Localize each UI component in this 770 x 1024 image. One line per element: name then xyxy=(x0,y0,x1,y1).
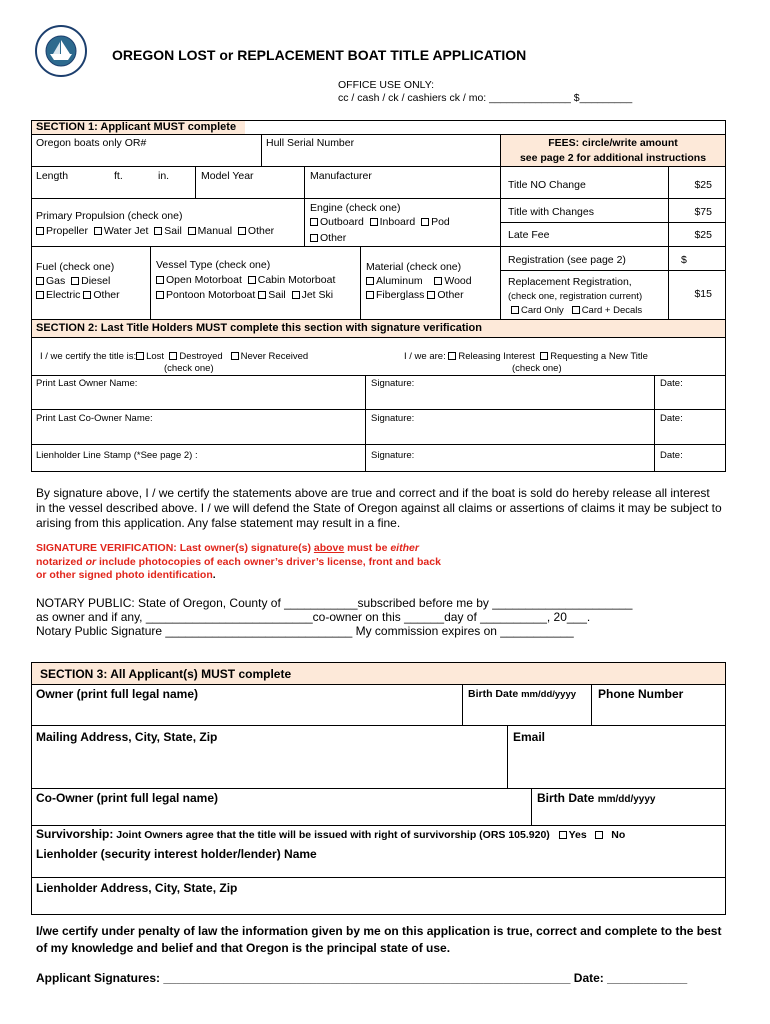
certify-title-label: I / we certify the title is: xyxy=(40,351,137,362)
fees-title: FEES: circle/write amount xyxy=(548,137,678,149)
survivorship-yes-checkbox[interactable] xyxy=(559,831,567,839)
date-label: Date: xyxy=(660,450,683,461)
lienholder-name-label: Lienholder (security interest holder/lender) Name xyxy=(36,847,317,861)
hull-serial-label: Hull Serial Number xyxy=(266,137,355,149)
last-coowner-name-label: Print Last Co-Owner Name: xyxy=(36,413,153,424)
we-are-label: I / we are: xyxy=(404,351,446,362)
fee-registration: Registration (see page 2) xyxy=(508,254,626,266)
oregon-boats-label: Oregon boats only OR# xyxy=(36,137,147,149)
fee-amount: $ xyxy=(681,254,687,266)
fee-amount: $25 xyxy=(694,229,712,241)
jet-ski-checkbox[interactable] xyxy=(292,291,300,299)
signature-label: Signature: xyxy=(371,450,415,461)
engine-label: Engine (check one) xyxy=(310,202,401,214)
check-one-note: (check one) xyxy=(164,363,214,374)
other-propulsion-checkbox[interactable] xyxy=(238,227,246,235)
applicant-signatures-line: Applicant Signatures: _____________________________________________________________ Date: ____________ xyxy=(36,971,688,985)
email-label: Email xyxy=(513,730,546,744)
diesel-checkbox[interactable] xyxy=(71,277,79,285)
card-only-checkbox[interactable] xyxy=(511,306,519,314)
form-title: OREGON LOST or REPLACEMENT BOAT TITLE APPLICATION xyxy=(112,47,527,63)
phone-number-label: Phone Number xyxy=(598,687,684,701)
material-label: Material (check one) xyxy=(366,261,462,273)
signature-label: Signature: xyxy=(371,413,415,424)
sail-checkbox[interactable] xyxy=(154,227,162,235)
lienholder-address-label: Lienholder Address, City, State, Zip xyxy=(36,881,238,895)
requesting-title-checkbox[interactable] xyxy=(540,352,548,360)
owner-name-label: Owner (print full legal name) xyxy=(36,687,199,701)
certification-statement: I/we certify under penalty of law the information given by me on this application is true, correct and complete to the best of my knowledge and belief and that Oregon is the principal state of use. xyxy=(36,924,722,955)
fee-replacement-registration: Replacement Registration, xyxy=(508,276,632,288)
lost-checkbox[interactable] xyxy=(136,352,144,360)
survivorship-line: Survivorship: Joint Owners agree that the title will be issued with right of survivorship (ORS 105.920) Yes No xyxy=(36,827,626,841)
water-jet-checkbox[interactable] xyxy=(94,227,102,235)
vessel-type-label: Vessel Type (check one) xyxy=(156,259,271,271)
signature-label: Signature: xyxy=(371,378,415,389)
fuel-label: Fuel (check one) xyxy=(36,261,115,273)
fee-amount: $25 xyxy=(694,179,712,191)
fee-replacement-sub: (check one, registration current) xyxy=(508,291,643,302)
sail-vessel-checkbox[interactable] xyxy=(258,291,266,299)
fee-amount: $75 xyxy=(694,206,712,218)
notary-line-2: as owner and if any, _________________________co-owner on this ______day of __________, 20___. xyxy=(36,610,591,624)
survivorship-no-checkbox[interactable] xyxy=(595,831,603,839)
pontoon-motorboat-checkbox[interactable] xyxy=(156,291,164,299)
wood-checkbox[interactable] xyxy=(434,277,442,285)
section3-title: SECTION 3: All Applicant(s) MUST complete xyxy=(40,667,292,681)
in-label: in. xyxy=(158,170,170,182)
other-material-checkbox[interactable] xyxy=(427,291,435,299)
manual-checkbox[interactable] xyxy=(188,227,196,235)
manufacturer-label: Manufacturer xyxy=(310,170,372,182)
fee-title-no-change: Title NO Change xyxy=(508,179,586,191)
propulsion-label: Primary Propulsion (check one) xyxy=(36,210,183,222)
signature-verification: SIGNATURE VERIFICATION: Last owner(s) signature(s) above must be either notarized or include photocopies of each owner’s driver’s license, front and back or other signed photo identification. xyxy=(36,542,441,581)
other-engine-label: Other xyxy=(320,232,347,244)
birth-date-label: Birth Date mm/dd/yyyy xyxy=(468,688,577,700)
pod-checkbox[interactable] xyxy=(421,218,429,226)
fee-title-with-changes: Title with Changes xyxy=(508,206,594,218)
gas-checkbox[interactable] xyxy=(36,277,44,285)
engine-options: Outboard Inboard Pod xyxy=(310,216,450,228)
model-year-label: Model Year xyxy=(201,170,254,182)
fiberglass-checkbox[interactable] xyxy=(366,291,374,299)
card-decals-checkbox[interactable] xyxy=(572,306,580,314)
inboard-checkbox[interactable] xyxy=(370,218,378,226)
last-owner-name-label: Print Last Owner Name: xyxy=(36,378,138,389)
marine-board-logo xyxy=(34,24,88,78)
lienholder-stamp-label: Lienholder Line Stamp (*See page 2) : xyxy=(36,450,198,461)
other-engine-checkbox[interactable] xyxy=(310,234,318,242)
never-received-checkbox[interactable] xyxy=(231,352,239,360)
check-one-note: (check one) xyxy=(512,363,562,374)
ft-label: ft. xyxy=(114,170,123,182)
co-birth-date-label: Birth Date mm/dd/yyyy xyxy=(537,791,656,805)
electric-checkbox[interactable] xyxy=(36,291,44,299)
open-motorboat-checkbox[interactable] xyxy=(156,276,164,284)
fees-subtitle: see page 2 for additional instructions xyxy=(519,152,707,164)
section2-title: SECTION 2: Last Title Holders MUST complete this section with signature verification xyxy=(36,322,482,334)
fee-amount: $15 xyxy=(694,288,712,300)
mailing-address-label: Mailing Address, City, State, Zip xyxy=(36,730,218,744)
office-use-line: cc / cash / ck / cashiers ck / mo: ______________ $_________ xyxy=(338,92,633,104)
destroyed-checkbox[interactable] xyxy=(169,352,177,360)
notary-line-3: Notary Public Signature ____________________________ My commission expires on ___________ xyxy=(36,624,574,638)
cabin-motorboat-checkbox[interactable] xyxy=(248,276,256,284)
coowner-name-label: Co-Owner (print full legal name) xyxy=(36,791,219,805)
date-label: Date: xyxy=(660,378,683,389)
propulsion-options: Propeller Water Jet Sail Manual Other xyxy=(36,225,274,237)
fee-late: Late Fee xyxy=(508,229,550,241)
section1-title: SECTION 1: Applicant MUST complete xyxy=(36,121,237,133)
office-use-label: OFFICE USE ONLY: xyxy=(338,79,435,91)
aluminum-checkbox[interactable] xyxy=(366,277,374,285)
date-label: Date: xyxy=(660,413,683,424)
other-fuel-checkbox[interactable] xyxy=(83,291,91,299)
releasing-interest-checkbox[interactable] xyxy=(448,352,456,360)
release-statement: By signature above, I / we certify the statements above are true and correct and if the boat is sold do hereby release all interest in the vessel described above. I / we will defend the State of Oregon against all claims or assertions of claims it may be subject to arising from this application. Any false statement may result in a fine. xyxy=(36,486,722,530)
notary-line-1: NOTARY PUBLIC: State of Oregon, County of ___________subscribed before me by _____________________ xyxy=(36,596,633,610)
outboard-checkbox[interactable] xyxy=(310,218,318,226)
replacement-options: Card Only Card + Decals xyxy=(511,305,642,316)
length-label: Length xyxy=(36,170,69,182)
propeller-checkbox[interactable] xyxy=(36,227,44,235)
